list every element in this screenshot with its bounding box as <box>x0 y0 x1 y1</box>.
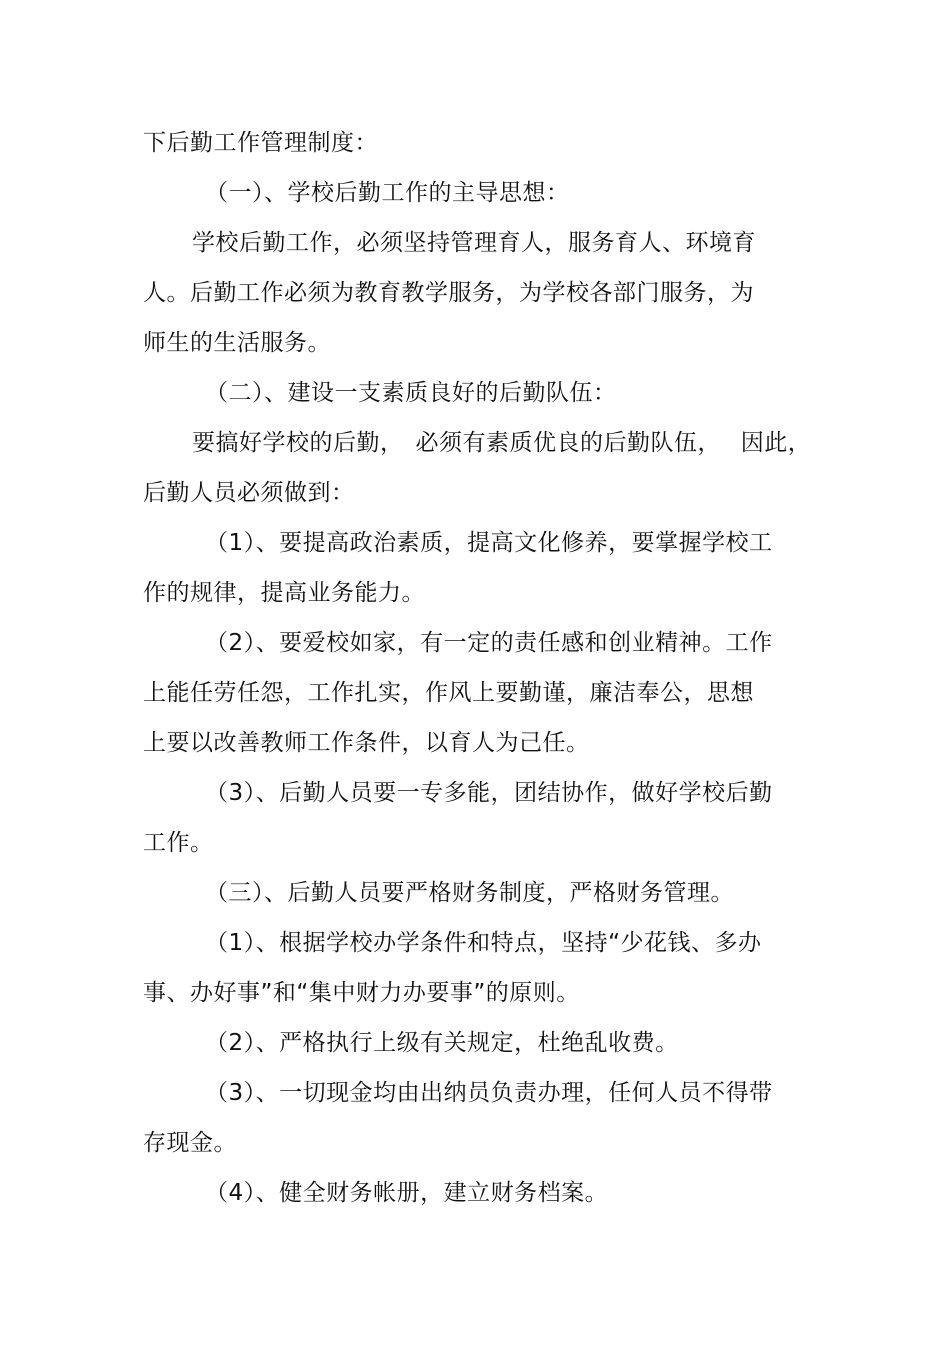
section-heading: （一）、学校后勤工作的主导思想： <box>205 180 570 206</box>
text-line: 事、办好事”和“集中财力办要事”的原则。 <box>143 980 580 1006</box>
section-heading: （三）、后勤人员要严格财务制度，严格财务管理。 <box>205 880 734 906</box>
text-line: 作的规律，提高业务能力。 <box>143 580 425 606</box>
list-item: （2）、要爱校如家，有一定的责任感和创业精神。工作 <box>205 630 773 656</box>
text-line: 人。后勤工作必须为教育教学服务，为学校各部门服务，为 <box>143 280 754 306</box>
text-line: 上能任劳任怨，工作扎实，作风上要勤谨，廉洁奉公，思想 <box>143 680 754 706</box>
text-line: 下后勤工作管理制度： <box>143 130 378 156</box>
list-item: （3）、一切现金均由出纳员负责办理，任何人员不得带 <box>205 1080 773 1106</box>
text-line: 师生的生活服务。 <box>143 330 331 356</box>
text-line: 要搞好学校的后勤， 必须有素质优良的后勤队伍， 因此， <box>192 430 812 456</box>
text-line: 上要以改善教师工作条件，以育人为己任。 <box>143 730 590 756</box>
text-line: 工作。 <box>143 830 214 856</box>
text-line: 后勤人员必须做到： <box>143 480 355 506</box>
list-item: （3）、后勤人员要一专多能，团结协作，做好学校后勤 <box>205 780 773 806</box>
list-item: （2）、严格执行上级有关规定，杜绝乱收费。 <box>205 1030 679 1056</box>
list-item: （1）、根据学校办学条件和特点，坚持“少花钱、多办 <box>205 930 762 956</box>
section-heading: （二）、建设一支素质良好的后勤队伍： <box>205 380 617 406</box>
list-item: （1）、要提高政治素质，提高文化修养，要掌握学校工 <box>205 530 773 556</box>
text-line: 存现金。 <box>143 1130 237 1156</box>
list-item: （4）、健全财务帐册，建立财务档案。 <box>205 1180 609 1206</box>
text-line: 学校后勤工作，必须坚持管理育人，服务育人、环境育 <box>192 230 756 256</box>
